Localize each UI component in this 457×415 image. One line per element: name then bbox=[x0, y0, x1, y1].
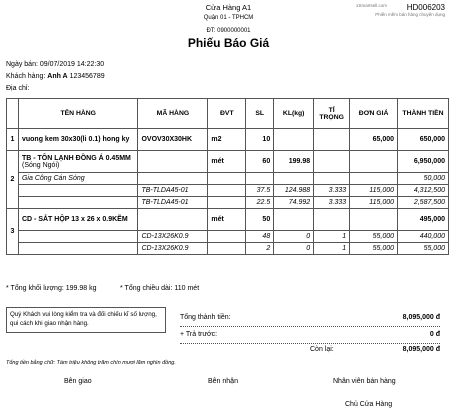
total-weight-label: * Tổng khối lượng: bbox=[6, 285, 64, 292]
grand-total-label: Tổng thành tiền: bbox=[180, 314, 231, 321]
sub-qty: 37.5 bbox=[246, 185, 274, 197]
sub-qty: 2 bbox=[246, 243, 274, 255]
row-qty: 50 bbox=[246, 209, 274, 231]
header-thickness: TỈ TRỌNG bbox=[314, 99, 350, 129]
table-subrow bbox=[7, 185, 449, 197]
customer-note: Quý Khách vui lòng kiểm tra và đối chiếu kĩ số lượng, qui cách khi giao nhận hàng. bbox=[6, 307, 166, 333]
table-subrow bbox=[7, 231, 449, 243]
table-row bbox=[7, 151, 449, 173]
sub-code: CD-13X26K0.9 bbox=[138, 243, 208, 255]
sale-date-line bbox=[6, 61, 104, 68]
row-thickness bbox=[314, 151, 350, 173]
signature-receiver: Bên nhận bbox=[208, 378, 238, 385]
sub-code: TB-TLDA45-01 bbox=[138, 197, 208, 209]
sub-weight: 124.988 bbox=[274, 185, 314, 197]
sale-date-value: 09/07/2019 14:22:30 bbox=[39, 61, 105, 68]
header-price: ĐƠN GIÁ bbox=[350, 99, 398, 129]
document-title: Phiếu Báo Giá bbox=[187, 36, 270, 50]
signature-seller: Bên giao bbox=[64, 378, 92, 385]
row-thickness bbox=[314, 209, 350, 231]
row-total: 6,950,000 bbox=[398, 151, 449, 173]
row-total: 495,000 bbox=[398, 209, 449, 231]
row-thickness bbox=[314, 129, 350, 151]
row-weight bbox=[274, 209, 314, 231]
total-length-value: 110 mét bbox=[174, 285, 200, 292]
row-index: 1 bbox=[7, 129, 19, 151]
table-subrow bbox=[7, 197, 449, 209]
sub-thickness: 1 bbox=[314, 231, 350, 243]
store-phone: ĐT: 0900000001 bbox=[206, 28, 251, 34]
sub-price: 55,000 bbox=[350, 231, 398, 243]
row-unit: mét bbox=[208, 151, 246, 173]
header-qty: SL bbox=[246, 99, 274, 129]
brand-name: xSmartsell.com bbox=[356, 3, 387, 8]
sub-thickness: 3.333 bbox=[314, 197, 350, 209]
amount-in-words: Tổng tiền bằng chữ: Tám triệu không trăm chín mươi lăm nghìn đồng. bbox=[6, 360, 176, 366]
header-weight: KL(kg) bbox=[274, 99, 314, 129]
row-price: 65,000 bbox=[350, 129, 398, 151]
header-code: MÃ HÀNG bbox=[138, 99, 208, 129]
sub-total: 440,000 bbox=[398, 231, 449, 243]
sub-weight: 0 bbox=[274, 231, 314, 243]
row-index: 3 bbox=[7, 209, 19, 255]
row-price bbox=[350, 209, 398, 231]
customer-name: Anh A bbox=[47, 73, 68, 80]
document-header bbox=[0, 0, 457, 60]
sub-price: 115,000 bbox=[350, 197, 398, 209]
row-unit: m2 bbox=[208, 129, 246, 151]
divider-line bbox=[180, 343, 440, 344]
table-row-extra bbox=[7, 173, 449, 185]
row-weight: 199.98 bbox=[274, 151, 314, 173]
sub-total: 2,587,500 bbox=[398, 197, 449, 209]
table-row bbox=[7, 129, 449, 151]
divider-line bbox=[180, 326, 440, 327]
remaining-label: Còn lại: bbox=[310, 346, 334, 353]
totals-divider bbox=[180, 326, 440, 327]
address-label: Địa chỉ: bbox=[6, 85, 30, 92]
sub-thickness: 1 bbox=[314, 243, 350, 255]
extra-name: Gia Công Cán Sóng bbox=[18, 173, 137, 185]
totals-divider bbox=[180, 343, 440, 344]
row-name-cell bbox=[18, 151, 137, 173]
total-weight-value: 199.98 kg bbox=[65, 285, 97, 292]
sub-thickness: 3.333 bbox=[314, 185, 350, 197]
row-name: CD - SẮT HỘP 13 x 26 x 0.9KẼM bbox=[18, 209, 137, 231]
sale-date-label: Ngày bán: bbox=[6, 61, 38, 68]
row-name-note: (Sóng Ngói) bbox=[21, 161, 60, 169]
prepaid-row bbox=[180, 331, 440, 341]
row-code bbox=[138, 151, 208, 173]
brand-subtitle: Phiền mềm bán hàng chuyên dụng bbox=[375, 12, 445, 17]
remaining-value: 8,095,000 đ bbox=[402, 346, 440, 353]
row-name: vuong kem 30x30(li 0.1) hong ky bbox=[18, 129, 137, 151]
customer-line bbox=[6, 73, 105, 80]
row-qty: 60 bbox=[246, 151, 274, 173]
invoice-code: HD006203 bbox=[406, 3, 445, 12]
prepaid-value: 0 đ bbox=[429, 331, 440, 338]
row-code: OVOV30X30HK bbox=[138, 129, 208, 151]
sub-code: CD-13X26K0.9 bbox=[138, 231, 208, 243]
address-line bbox=[6, 85, 29, 92]
total-weight-line bbox=[6, 285, 97, 292]
sub-qty: 22.5 bbox=[246, 197, 274, 209]
total-length-label: * Tổng chiều dài: bbox=[120, 285, 173, 292]
header-index bbox=[7, 99, 19, 129]
sub-weight: 0 bbox=[274, 243, 314, 255]
header-name: TÊN HÀNG bbox=[18, 99, 137, 129]
row-code bbox=[138, 209, 208, 231]
signature-owner: Chủ Cửa Hàng bbox=[345, 401, 393, 408]
total-length-line bbox=[120, 285, 199, 292]
row-total: 650,000 bbox=[398, 129, 449, 151]
row-qty: 10 bbox=[246, 129, 274, 151]
table-subrow bbox=[7, 243, 449, 255]
prepaid-label: + Trả trước: bbox=[180, 331, 218, 338]
customer-label: Khách hàng: bbox=[6, 73, 46, 80]
sub-total: 4,312,500 bbox=[398, 185, 449, 197]
row-index: 2 bbox=[7, 151, 19, 209]
grand-total-row bbox=[180, 314, 440, 324]
sub-price: 55,000 bbox=[350, 243, 398, 255]
items-table bbox=[6, 98, 449, 255]
customer-phone: 123456789 bbox=[69, 73, 105, 80]
table-header-row bbox=[7, 99, 449, 129]
store-name: Cửa Hàng A1 bbox=[205, 3, 252, 12]
sub-total: 55,000 bbox=[398, 243, 449, 255]
grand-total-value: 8,095,000 đ bbox=[402, 314, 440, 321]
sub-qty: 48 bbox=[246, 231, 274, 243]
table-row bbox=[7, 209, 449, 231]
row-weight bbox=[274, 129, 314, 151]
row-unit: mét bbox=[208, 209, 246, 231]
extra-total: 50,000 bbox=[398, 173, 449, 185]
store-address: Quận 01 - TPHCM bbox=[203, 15, 254, 21]
sub-price: 115,000 bbox=[350, 185, 398, 197]
sub-code: TB-TLDA45-01 bbox=[138, 185, 208, 197]
remaining-row bbox=[180, 346, 440, 356]
row-price bbox=[350, 151, 398, 173]
signature-staff: Nhân viên bán hàng bbox=[333, 378, 396, 385]
header-unit: ĐVT bbox=[208, 99, 246, 129]
header-total: THÀNH TIỀN bbox=[398, 99, 449, 129]
sub-weight: 74.992 bbox=[274, 197, 314, 209]
row-name: TB - TÔN LẠNH ĐỒNG Á 0.45MM bbox=[21, 154, 131, 162]
